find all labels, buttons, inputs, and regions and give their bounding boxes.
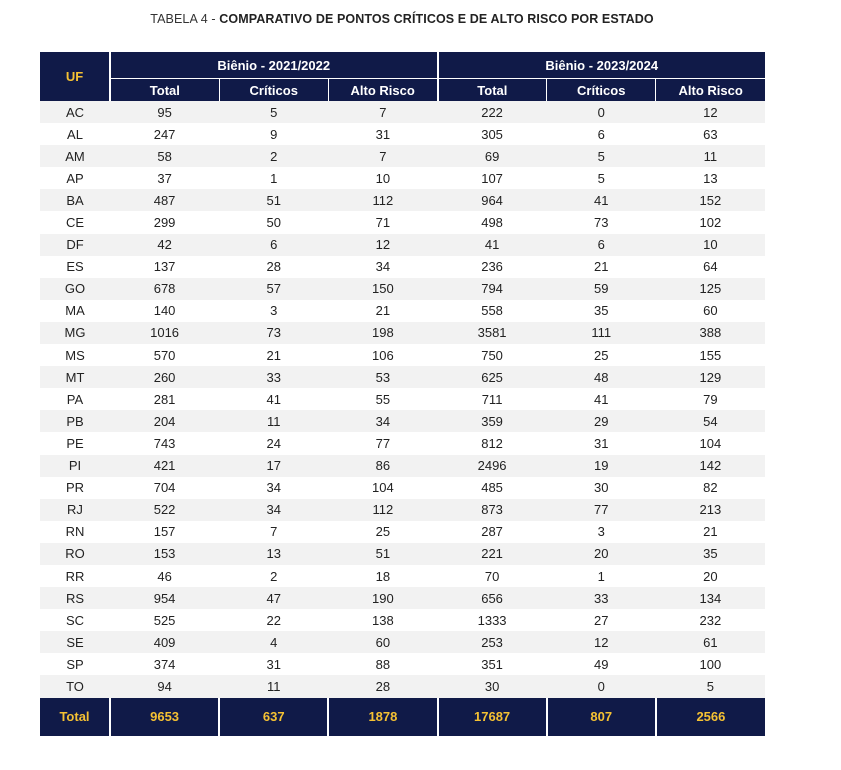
value-cell: 11 <box>219 410 328 432</box>
value-cell: 12 <box>547 631 656 653</box>
value-cell: 88 <box>328 653 437 675</box>
value-cell: 41 <box>547 388 656 410</box>
value-cell: 30 <box>547 477 656 499</box>
uf-cell: MS <box>40 344 110 366</box>
uf-cell: GO <box>40 278 110 300</box>
value-cell: 7 <box>328 145 437 167</box>
value-cell: 388 <box>656 322 765 344</box>
value-cell: 7 <box>219 521 328 543</box>
value-cell: 41 <box>438 234 547 256</box>
uf-cell: RJ <box>40 499 110 521</box>
table-row <box>40 455 765 477</box>
value-cell: 558 <box>438 300 547 322</box>
value-cell: 954 <box>110 587 219 609</box>
value-cell: 58 <box>110 145 219 167</box>
value-cell: 33 <box>219 366 328 388</box>
value-cell: 50 <box>219 211 328 233</box>
uf-cell: AP <box>40 167 110 189</box>
uf-cell: CE <box>40 211 110 233</box>
table-row <box>40 675 765 697</box>
value-cell: 37 <box>110 167 219 189</box>
value-cell: 42 <box>110 234 219 256</box>
total-row <box>40 698 765 736</box>
value-cell: 33 <box>547 587 656 609</box>
value-cell: 2 <box>219 565 328 587</box>
uf-cell: BA <box>40 189 110 211</box>
value-cell: 63 <box>656 123 765 145</box>
value-cell: 222 <box>438 101 547 123</box>
value-cell: 30 <box>438 675 547 697</box>
table-row <box>40 123 765 145</box>
value-cell: 656 <box>438 587 547 609</box>
value-cell: 134 <box>656 587 765 609</box>
value-cell: 29 <box>547 410 656 432</box>
value-cell: 21 <box>547 256 656 278</box>
value-cell: 6 <box>547 234 656 256</box>
table-row <box>40 145 765 167</box>
value-cell: 5 <box>547 145 656 167</box>
total-value: 637 <box>219 698 328 736</box>
value-cell: 55 <box>328 388 437 410</box>
uf-cell: AC <box>40 101 110 123</box>
uf-cell: RO <box>40 543 110 565</box>
table-number: TABELA 4 - <box>150 12 220 26</box>
uf-cell: RR <box>40 565 110 587</box>
col-alto-risco-2021: Alto Risco <box>328 79 437 102</box>
value-cell: 47 <box>219 587 328 609</box>
value-cell: 41 <box>547 189 656 211</box>
value-cell: 155 <box>656 344 765 366</box>
value-cell: 28 <box>328 675 437 697</box>
value-cell: 12 <box>656 101 765 123</box>
uf-cell: MT <box>40 366 110 388</box>
value-cell: 570 <box>110 344 219 366</box>
uf-cell: RS <box>40 587 110 609</box>
value-cell: 106 <box>328 344 437 366</box>
value-cell: 1 <box>547 565 656 587</box>
table-row <box>40 410 765 432</box>
value-cell: 21 <box>656 521 765 543</box>
value-cell: 204 <box>110 410 219 432</box>
value-cell: 34 <box>219 499 328 521</box>
value-cell: 232 <box>656 609 765 631</box>
table-row <box>40 322 765 344</box>
uf-cell: SE <box>40 631 110 653</box>
value-cell: 31 <box>219 653 328 675</box>
value-cell: 13 <box>219 543 328 565</box>
value-cell: 10 <box>656 234 765 256</box>
value-cell: 750 <box>438 344 547 366</box>
value-cell: 359 <box>438 410 547 432</box>
value-cell: 53 <box>328 366 437 388</box>
value-cell: 743 <box>110 432 219 454</box>
value-cell: 112 <box>328 189 437 211</box>
value-cell: 794 <box>438 278 547 300</box>
value-cell: 236 <box>438 256 547 278</box>
value-cell: 198 <box>328 322 437 344</box>
value-cell: 2 <box>219 145 328 167</box>
uf-cell: SC <box>40 609 110 631</box>
col-total-2021: Total <box>110 79 219 102</box>
value-cell: 11 <box>656 145 765 167</box>
value-cell: 253 <box>438 631 547 653</box>
table-row <box>40 543 765 565</box>
uf-cell: PI <box>40 455 110 477</box>
uf-cell: MG <box>40 322 110 344</box>
value-cell: 25 <box>328 521 437 543</box>
value-cell: 51 <box>328 543 437 565</box>
uf-cell: ES <box>40 256 110 278</box>
uf-cell: SP <box>40 653 110 675</box>
table-row <box>40 631 765 653</box>
value-cell: 94 <box>110 675 219 697</box>
value-cell: 6 <box>547 123 656 145</box>
value-cell: 41 <box>219 388 328 410</box>
value-cell: 34 <box>219 477 328 499</box>
value-cell: 73 <box>219 322 328 344</box>
uf-cell: TO <box>40 675 110 697</box>
value-cell: 6 <box>219 234 328 256</box>
value-cell: 49 <box>547 653 656 675</box>
total-label: Total <box>40 698 110 736</box>
col-alto-risco-2023: Alto Risco <box>656 79 765 102</box>
value-cell: 190 <box>328 587 437 609</box>
value-cell: 711 <box>438 388 547 410</box>
uf-cell: DF <box>40 234 110 256</box>
value-cell: 34 <box>328 410 437 432</box>
value-cell: 142 <box>656 455 765 477</box>
value-cell: 4 <box>219 631 328 653</box>
value-cell: 374 <box>110 653 219 675</box>
value-cell: 485 <box>438 477 547 499</box>
total-value: 17687 <box>438 698 547 736</box>
value-cell: 31 <box>547 432 656 454</box>
value-cell: 19 <box>547 455 656 477</box>
value-cell: 487 <box>110 189 219 211</box>
value-cell: 140 <box>110 300 219 322</box>
value-cell: 525 <box>110 609 219 631</box>
value-cell: 20 <box>656 565 765 587</box>
table-row <box>40 653 765 675</box>
value-cell: 82 <box>656 477 765 499</box>
value-cell: 17 <box>219 455 328 477</box>
value-cell: 421 <box>110 455 219 477</box>
value-cell: 112 <box>328 499 437 521</box>
value-cell: 873 <box>438 499 547 521</box>
value-cell: 22 <box>219 609 328 631</box>
table-row <box>40 388 765 410</box>
table-row <box>40 609 765 631</box>
table-row <box>40 565 765 587</box>
table-body <box>40 101 765 698</box>
uf-cell: PB <box>40 410 110 432</box>
value-cell: 137 <box>110 256 219 278</box>
table-row <box>40 521 765 543</box>
uf-column-header: UF <box>40 52 110 101</box>
biennium-2021-2022-header: Biênio - 2021/2022 <box>110 52 438 79</box>
value-cell: 287 <box>438 521 547 543</box>
value-cell: 104 <box>328 477 437 499</box>
table-row <box>40 344 765 366</box>
table-title <box>0 12 804 26</box>
uf-cell: RN <box>40 521 110 543</box>
value-cell: 5 <box>219 101 328 123</box>
value-cell: 498 <box>438 211 547 233</box>
value-cell: 60 <box>328 631 437 653</box>
biennium-2023-2024-header: Biênio - 2023/2024 <box>438 52 766 79</box>
table-row <box>40 432 765 454</box>
value-cell: 5 <box>656 675 765 697</box>
col-criticos-2021: Críticos <box>219 79 328 102</box>
value-cell: 54 <box>656 410 765 432</box>
value-cell: 221 <box>438 543 547 565</box>
value-cell: 0 <box>547 675 656 697</box>
value-cell: 351 <box>438 653 547 675</box>
value-cell: 157 <box>110 521 219 543</box>
value-cell: 64 <box>656 256 765 278</box>
table-row <box>40 366 765 388</box>
col-criticos-2023: Críticos <box>547 79 656 102</box>
value-cell: 964 <box>438 189 547 211</box>
value-cell: 59 <box>547 278 656 300</box>
value-cell: 27 <box>547 609 656 631</box>
value-cell: 18 <box>328 565 437 587</box>
value-cell: 812 <box>438 432 547 454</box>
value-cell: 9 <box>219 123 328 145</box>
table-row <box>40 256 765 278</box>
value-cell: 125 <box>656 278 765 300</box>
table-row <box>40 189 765 211</box>
value-cell: 10 <box>328 167 437 189</box>
value-cell: 213 <box>656 499 765 521</box>
value-cell: 61 <box>656 631 765 653</box>
value-cell: 51 <box>219 189 328 211</box>
uf-cell: MA <box>40 300 110 322</box>
value-cell: 129 <box>656 366 765 388</box>
value-cell: 12 <box>328 234 437 256</box>
value-cell: 107 <box>438 167 547 189</box>
total-value: 807 <box>547 698 656 736</box>
value-cell: 48 <box>547 366 656 388</box>
value-cell: 5 <box>547 167 656 189</box>
value-cell: 77 <box>328 432 437 454</box>
value-cell: 71 <box>328 211 437 233</box>
value-cell: 2496 <box>438 455 547 477</box>
value-cell: 1333 <box>438 609 547 631</box>
value-cell: 35 <box>656 543 765 565</box>
table-row <box>40 278 765 300</box>
uf-cell: AL <box>40 123 110 145</box>
value-cell: 0 <box>547 101 656 123</box>
value-cell: 95 <box>110 101 219 123</box>
value-cell: 3581 <box>438 322 547 344</box>
value-cell: 678 <box>110 278 219 300</box>
uf-cell: AM <box>40 145 110 167</box>
value-cell: 46 <box>110 565 219 587</box>
comparison-table <box>40 52 765 736</box>
table-row <box>40 167 765 189</box>
value-cell: 34 <box>328 256 437 278</box>
value-cell: 281 <box>110 388 219 410</box>
value-cell: 409 <box>110 631 219 653</box>
value-cell: 102 <box>656 211 765 233</box>
value-cell: 522 <box>110 499 219 521</box>
value-cell: 57 <box>219 278 328 300</box>
uf-cell: PR <box>40 477 110 499</box>
uf-cell: PA <box>40 388 110 410</box>
value-cell: 73 <box>547 211 656 233</box>
value-cell: 1 <box>219 167 328 189</box>
value-cell: 625 <box>438 366 547 388</box>
total-value: 2566 <box>656 698 765 736</box>
table-row <box>40 300 765 322</box>
table-row <box>40 211 765 233</box>
table-row <box>40 101 765 123</box>
value-cell: 104 <box>656 432 765 454</box>
table-row <box>40 477 765 499</box>
value-cell: 299 <box>110 211 219 233</box>
value-cell: 260 <box>110 366 219 388</box>
value-cell: 100 <box>656 653 765 675</box>
value-cell: 247 <box>110 123 219 145</box>
value-cell: 21 <box>219 344 328 366</box>
uf-cell: PE <box>40 432 110 454</box>
value-cell: 138 <box>328 609 437 631</box>
value-cell: 3 <box>219 300 328 322</box>
value-cell: 70 <box>438 565 547 587</box>
total-value: 1878 <box>328 698 437 736</box>
value-cell: 69 <box>438 145 547 167</box>
value-cell: 152 <box>656 189 765 211</box>
table-row <box>40 499 765 521</box>
value-cell: 60 <box>656 300 765 322</box>
value-cell: 11 <box>219 675 328 697</box>
value-cell: 153 <box>110 543 219 565</box>
value-cell: 77 <box>547 499 656 521</box>
table-row <box>40 234 765 256</box>
total-value: 9653 <box>110 698 219 736</box>
value-cell: 86 <box>328 455 437 477</box>
value-cell: 1016 <box>110 322 219 344</box>
value-cell: 7 <box>328 101 437 123</box>
value-cell: 21 <box>328 300 437 322</box>
value-cell: 3 <box>547 521 656 543</box>
value-cell: 35 <box>547 300 656 322</box>
value-cell: 20 <box>547 543 656 565</box>
value-cell: 28 <box>219 256 328 278</box>
value-cell: 31 <box>328 123 437 145</box>
value-cell: 704 <box>110 477 219 499</box>
table-caption: COMPARATIVO DE PONTOS CRÍTICOS E DE ALTO RISCO POR ESTADO <box>219 12 654 26</box>
value-cell: 305 <box>438 123 547 145</box>
value-cell: 79 <box>656 388 765 410</box>
value-cell: 24 <box>219 432 328 454</box>
value-cell: 25 <box>547 344 656 366</box>
table-row <box>40 587 765 609</box>
value-cell: 13 <box>656 167 765 189</box>
value-cell: 150 <box>328 278 437 300</box>
col-total-2023: Total <box>438 79 547 102</box>
value-cell: 111 <box>547 322 656 344</box>
